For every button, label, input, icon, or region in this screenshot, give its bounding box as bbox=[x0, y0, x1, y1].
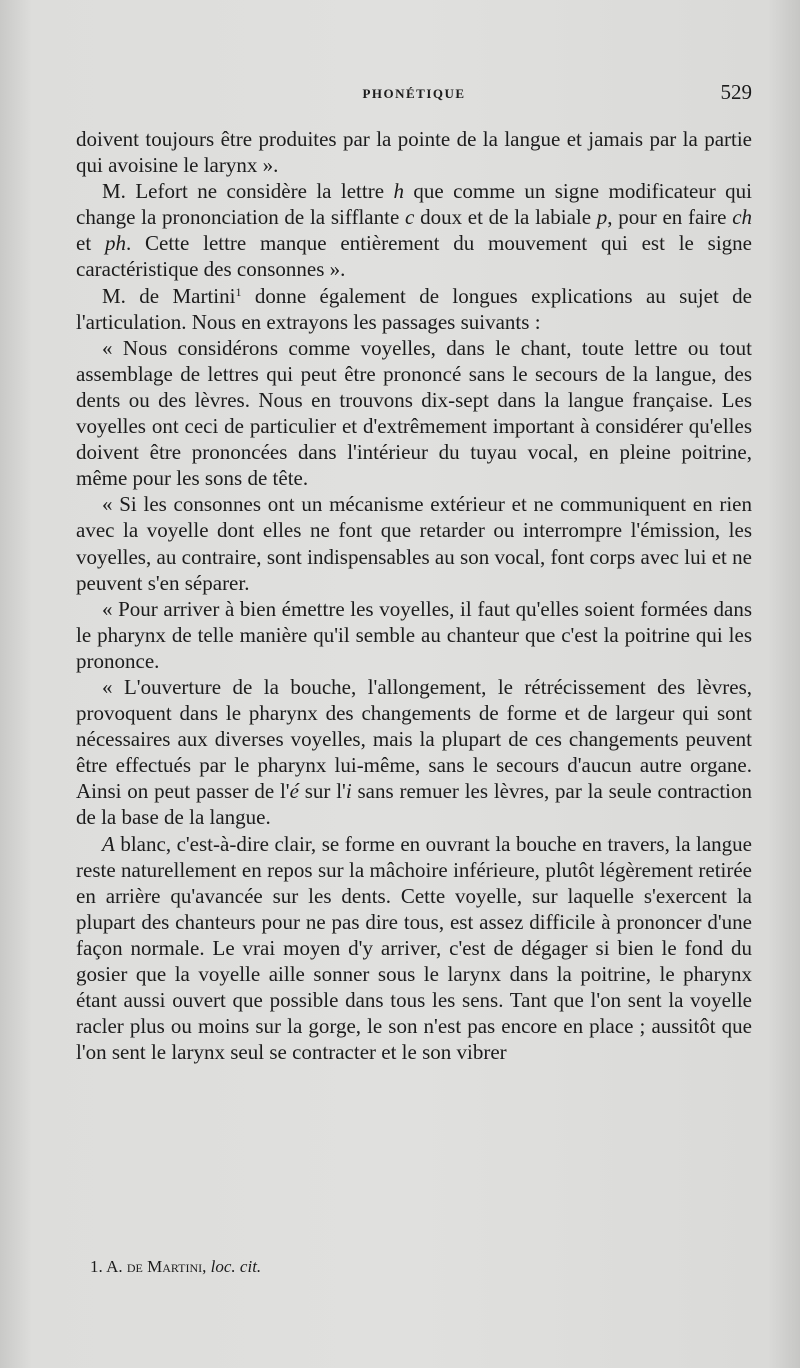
p7-text-a: « L'ouverture de la bouche, l'allongement, le rétrécissement des lèvres, provoquent dans le pharynx des changements de forme et de largeur qui sont nécessaires aux diverses voyelles, mais la plupart de ces changements peuvent être effectués par le pharynx lui-même, sans le secours d'aucun autre organe. Ainsi on peut passer de l' bbox=[76, 674, 752, 804]
p2-letters-ph: ph bbox=[104, 231, 126, 256]
paragraph-5: « Si les consonnes ont un mécanisme extérieur et ne communiquent en rien avec la voyelle dont elles ne font que retarder ou interrompre l'émission, les voyelles, au contraire, sont indispensables au son vocal, font corps avec lui et ne peuvent s'en séparer. bbox=[76, 492, 752, 595]
p8-letter-a: A bbox=[102, 831, 115, 856]
p2-letter-c: c bbox=[405, 205, 415, 230]
footnote-author-prefix: A. bbox=[106, 1257, 123, 1276]
paragraph-1: doivent toujours être produites par la pointe de la langue et jamais par la partie qui avoisine le larynx ». bbox=[76, 127, 752, 178]
p2-text-i: et bbox=[76, 231, 92, 256]
paragraph-2 bbox=[76, 178, 752, 282]
paragraph-7 bbox=[76, 674, 752, 831]
page-header bbox=[76, 80, 752, 108]
p7-letter-e: é bbox=[289, 779, 299, 804]
p2-letters-ch: ch bbox=[732, 205, 753, 230]
running-head: PHONÉTIQUE bbox=[362, 86, 466, 101]
p8-text-b: blanc, c'est-à-dire clair, se forme en ouvrant la bouche en travers, la langue reste naturellement en repos sur la mâchoire inférieure, plutôt légèrement retirée en arrière qu'avancée sur les dents. Cette voyelle, sur laquelle s'exercent la plupart des chanteurs pour ne pas dire tous, est assez difficile à prononcer d'une façon normale. Le vrai moyen d'y arriver, c'est de dégager si bien le fond du gosier que la voyelle aille sonner sous le larynx dans la poitrine, le pharynx étant aussi ouvert que possible dans tous les sens. Tant que l'on sent la voyelle racler plus ou moins sur la gorge, le son n'est pas encore en place ; aussitôt que l'on sent le larynx seul se contracter et le son vibrer bbox=[76, 831, 752, 1065]
footnote-marker: 1 bbox=[235, 284, 242, 299]
footnote-author-name: Martini, bbox=[147, 1257, 207, 1276]
p3-text-a: M. de Martini bbox=[102, 283, 236, 308]
paragraph-4: « Nous considérons comme voyelles, dans le chant, toute lettre ou tout assemblage de lettres qui peut être prononcé sans le secours de la langue, des dents ou des lèvres. Nous en trouvons dix-sept dans la langue française. Les voyelles ont ceci de particulier et d'extrêmement important à considérer qu'elles doivent être prononcées dans l'intérieur du tuyau vocal, en pleine poitrine, même pour les sons de tête. bbox=[76, 335, 752, 491]
p2-text-k: . Cette lettre manque entièrement du mouvement qui est le signe caractéristique des consonnes ». bbox=[76, 231, 752, 282]
p2-letter-h: h bbox=[393, 179, 404, 204]
p7-text-e: sans remuer les lèvres, par la seule contraction de la base de la langue. bbox=[76, 779, 753, 830]
p7-letter-i: i bbox=[345, 779, 352, 804]
p2-text-c: que comme un signe modificateur qui change la prononciation de la sifflante bbox=[76, 179, 753, 230]
page-number: 529 bbox=[720, 80, 752, 104]
p7-text-c: sur l' bbox=[304, 779, 346, 804]
p2-text-g: , pour en faire bbox=[607, 205, 727, 230]
p2-text-a: M. Lefort ne considère la lettre bbox=[102, 179, 385, 204]
footnote-author-de: de bbox=[126, 1257, 143, 1276]
p2-text-e: doux et de la labiale bbox=[420, 205, 592, 230]
footnote-number: 1. bbox=[90, 1257, 103, 1276]
p3-text-b: donne également de longues explications au sujet de l'articulation. Nous en extrayons les passages suivants : bbox=[76, 283, 752, 334]
body-text bbox=[76, 126, 752, 1065]
footnote-reference: loc. cit. bbox=[210, 1257, 262, 1276]
p2-letter-p: p bbox=[596, 205, 608, 230]
footnote bbox=[90, 1256, 750, 1278]
paragraph-6: « Pour arriver à bien émettre les voyelles, il faut qu'elles soient formées dans le pharynx de telle manière qu'il semble au chanteur que c'est la poitrine qui les prononce. bbox=[76, 596, 752, 673]
paragraph-3 bbox=[76, 283, 752, 335]
paragraph-8 bbox=[76, 831, 752, 1066]
